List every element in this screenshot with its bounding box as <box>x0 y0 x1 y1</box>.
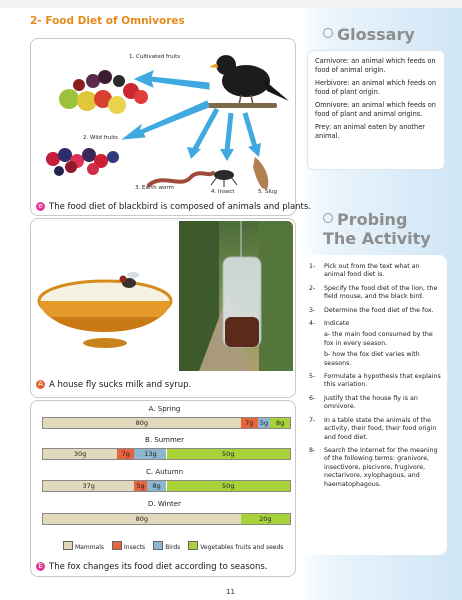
chart-title: A. Spring <box>148 405 181 413</box>
legend-item <box>153 541 180 551</box>
legend-label: Mammals <box>75 544 105 551</box>
glossary-entry: Omnivore: an animal which feeds on food of plant and animal origins. <box>315 101 436 118</box>
blackbird-image <box>207 55 289 108</box>
activity-subitem: b- how the fox diet varies with seasons. <box>324 351 420 367</box>
section-title: 2- Food Diet of Omnivores <box>30 15 185 27</box>
glossary-box <box>307 50 445 170</box>
house-fly-panel <box>30 218 296 398</box>
bullet-ring-icon <box>323 28 333 38</box>
legend-swatch <box>188 541 198 550</box>
glossary-entry: Prey: an animal eaten by another animal. <box>315 123 425 140</box>
activity-item: 8- Search the Internet for the meaning of the following terms: granivore, insectivore, piscivore, frugivore, nectarivore, xylophagous, and haematophagous. <box>309 446 438 488</box>
chart-legend <box>63 541 291 551</box>
bar-segment-birds: 13g <box>134 449 166 459</box>
activity-subitem: a- the main food consumed by the fox in every season. <box>324 331 433 347</box>
activity-item: 5- Formulate a hypothesis that explains this variation. <box>309 373 441 389</box>
label-slug: 5. Slug <box>258 189 277 195</box>
bar-segment-birds: 8g <box>147 481 167 491</box>
earthworm-image <box>149 173 213 185</box>
label-earthworm: 3. Earth worm <box>135 185 174 191</box>
bar-segment-vegetables: 50g <box>167 481 291 491</box>
bullet-ring-icon <box>323 213 333 223</box>
activity-box <box>303 255 447 555</box>
stacked-bar <box>42 480 291 492</box>
bar-segment-mammals: 80g <box>43 418 241 428</box>
bar-segment-birds: 5g <box>258 418 270 428</box>
activity-item: 6- Justify that the house fly is an omnivore. <box>309 394 418 411</box>
stacked-bar <box>42 448 291 460</box>
label-insect: 4. Insect <box>211 189 235 195</box>
house-fly-caption: A A house fly sucks milk and syrup. <box>36 380 191 390</box>
glossary-entry: Herbivore: an animal which feeds on food of plant origin. <box>315 79 437 96</box>
cultivated-fruits-image <box>59 70 148 114</box>
glossary-entry: Carnivore: an animal which feeds on food of animal origin. <box>315 57 436 74</box>
fox-caption: E The fox changes its food diet according to seasons. <box>36 562 268 572</box>
glossary-title: Glossary <box>323 25 415 44</box>
fly-trap-photo <box>179 221 293 371</box>
legend-swatch <box>112 541 122 550</box>
blackbird-caption: e The food diet of blackbird is composed of animals and plants. <box>36 202 311 212</box>
activity-item: 3- Determine the food diet of the fox. <box>309 306 434 314</box>
caption-marker-icon: e <box>36 202 45 211</box>
bar-segment-vegetables: 20g <box>241 514 290 524</box>
label-cultivated-fruits: 1. Cultivated fruits <box>129 54 181 60</box>
legend-swatch <box>153 541 163 550</box>
activity-item: 2- Specify the food diet of the lion, the field mouse, and the black bird. <box>309 284 438 301</box>
wild-fruits-image <box>46 148 119 176</box>
top-strip <box>0 0 462 8</box>
blackbird-diet-illustration <box>31 39 295 199</box>
bar-segment-insects: 7g <box>241 418 258 428</box>
slug-image <box>253 157 268 189</box>
activity-item: 1- Pick out from the text what an animal food diet is. <box>309 263 420 279</box>
chart-title: D. Winter <box>148 500 181 508</box>
legend-label: Vegetables fruits and seeds <box>200 544 284 551</box>
bar-segment-insects: 7g <box>117 449 134 459</box>
legend-item <box>188 541 283 551</box>
bar-segment-mammals: 37g <box>43 481 134 491</box>
probing-title: Probing The Activity <box>323 210 431 248</box>
chart-title: C. Autumn <box>146 468 183 476</box>
caption-marker-icon: A <box>36 380 45 389</box>
stacked-bar <box>42 513 291 525</box>
milk-bowl-image <box>31 219 179 371</box>
legend-label: Insects <box>124 544 146 551</box>
bar-segment-insects: 5g <box>134 481 146 491</box>
label-wild-fruits: 2. Wild fruits <box>83 135 118 141</box>
legend-swatch <box>63 541 73 550</box>
bar-segment-mammals: 80g <box>43 514 241 524</box>
legend-item <box>63 541 104 551</box>
bar-segment-vegetables: 50g <box>167 449 291 459</box>
legend-item <box>112 541 145 551</box>
page-number: 11 <box>226 588 235 596</box>
activity-item: 7- In a table state the animals of the activity, their food, their food origin and food diet. <box>309 416 437 441</box>
stacked-bar <box>42 417 291 429</box>
legend-label: Birds <box>165 544 181 551</box>
caption-marker-icon: E <box>36 562 45 571</box>
activity-item: 4- Indicate a- the main food consumed by the fox in every season. b- how the fox diet varies with seasons. <box>309 320 441 368</box>
bar-segment-mammals: 30g <box>43 449 117 459</box>
blackbird-diet-panel <box>30 38 296 216</box>
bar-segment-vegetables: 8g <box>270 418 290 428</box>
chart-title: B. Summer <box>145 436 184 444</box>
